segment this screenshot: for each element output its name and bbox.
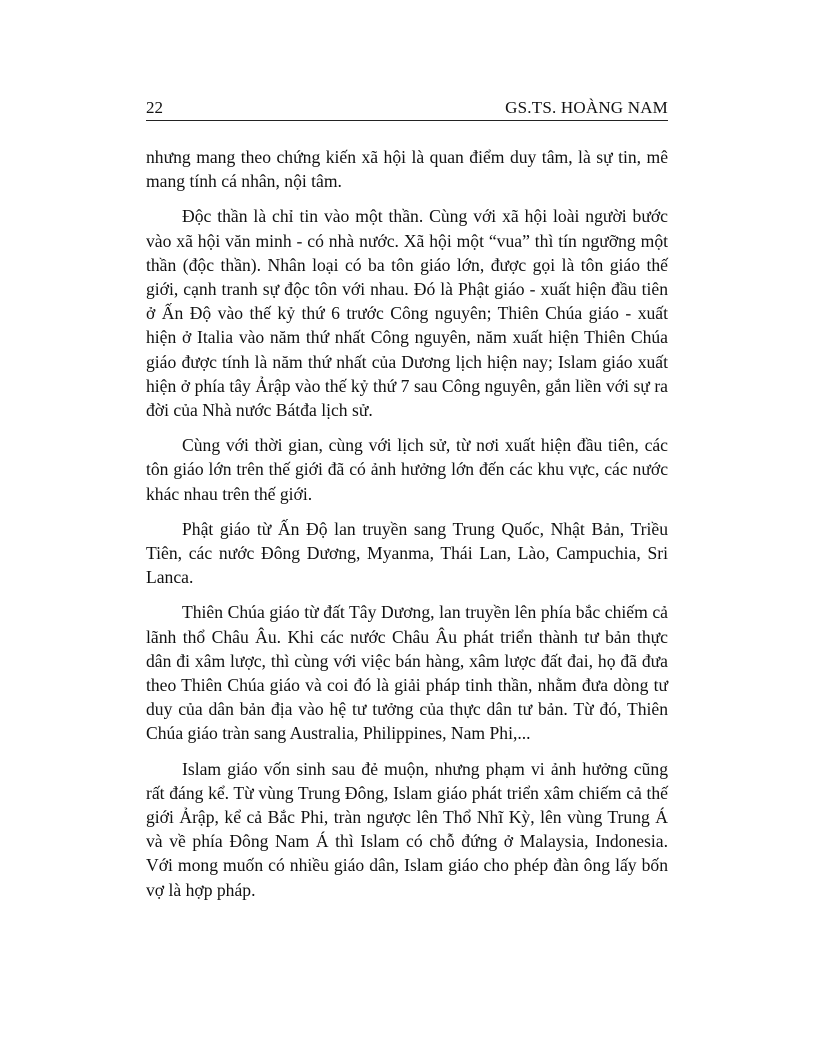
page-header <box>146 98 668 121</box>
paragraph-monotheism: Độc thần là chỉ tin vào một thần. Cùng với xã hội loài người bước vào xã hội văn minh - có nhà nước. Xã hội một “vua” thì tín ngưỡng một thần (độc thần). Nhân loại có ba tôn giáo lớn, được gọi là tôn giáo thế giới, cạnh tranh sự độc tôn với nhau. Đó là Phật giáo - xuất hiện đầu tiên ở Ấn Độ vào thế kỷ thứ 6 trước Công nguyên; Thiên Chúa giáo - xuất hiện ở Italia vào năm thứ nhất Công nguyên, năm xuất hiện Thiên Chúa giáo được tính là năm thứ nhất của Dương lịch hiện nay; Islam giáo xuất hiện ở phía tây Ảrập vào thế kỷ thứ 7 sau Công nguyên, gắn liền với sự ra đời của Nhà nước Bátđa lịch sử. <box>146 206 668 421</box>
paragraph-spread-intro: Cùng với thời gian, cùng với lịch sử, từ nơi xuất hiện đầu tiên, các tôn giáo lớn trên thế giới đã có ảnh hưởng lớn đến các khu vực, các nước khác nhau trên thế giới. <box>146 435 668 504</box>
body-text <box>146 145 668 913</box>
paragraph-christianity: Thiên Chúa giáo từ đất Tây Dương, lan truyền lên phía bắc chiếm cả lãnh thổ Châu Âu. Khi các nước Châu Âu phát triển thành tư bản thực dân đi xâm lược, thì cùng với việc bán hàng, xâm lược đất đai, họ đã đưa theo Thiên Chúa giáo và coi đó là giải pháp tinh thần, nhằm đưa dòng tư duy của dân bản địa vào hệ tư tưởng của thực dân tư bản. Từ đó, Thiên Chúa giáo tràn sang Australia, Philippines, Nam Phi,... <box>146 602 668 744</box>
running-head-author: GS.TS. HOÀNG NAM <box>505 98 668 117</box>
paragraph-islam: Islam giáo vốn sinh sau đẻ muộn, nhưng phạm vi ảnh hưởng cũng rất đáng kể. Từ vùng Trung Đông, Islam giáo phát triển xâm chiếm cả thế giới Ảrập, kể cả Bắc Phi, tràn ngược lên Thổ Nhĩ Kỳ, lên vùng Trung Á và về phía Đông Nam Á thì Islam có chỗ đứng ở Malaysia, Indonesia. Với mong muốn có nhiều giáo dân, Islam giáo cho phép đàn ông lấy bốn vợ là hợp pháp. <box>146 758 668 900</box>
paragraph-continuation: nhưng mang theo chứng kiến xã hội là quan điểm duy tâm, là sự tin, mê mang tính cá nhân, nội tâm. <box>146 147 668 192</box>
paragraph-buddhism: Phật giáo từ Ấn Độ lan truyền sang Trung Quốc, Nhật Bản, Triều Tiên, các nước Đông Dương, Myanma, Thái Lan, Lào, Campuchia, Sri Lanca. <box>146 518 668 588</box>
page-number: 22 <box>146 98 163 117</box>
